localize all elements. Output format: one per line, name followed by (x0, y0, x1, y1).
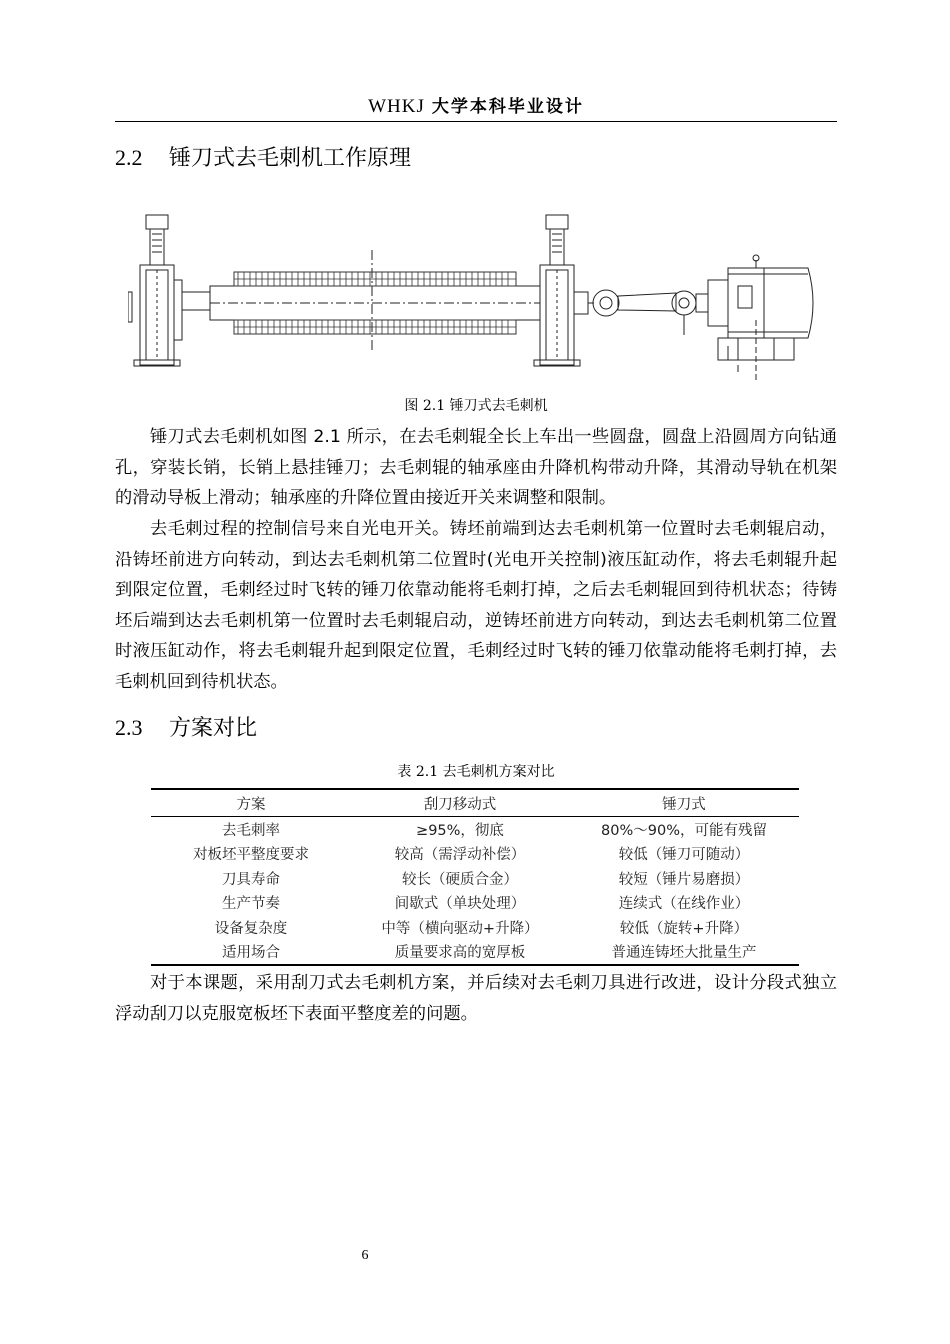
table-row (151, 817, 799, 842)
header-brand: WHKJ (368, 96, 425, 117)
table-header-cell: 方案 (151, 789, 351, 817)
table-cell: 较高（需浮动补偿） (394, 847, 526, 864)
table-cell: 去毛刺率 (222, 822, 280, 839)
section-title: 方案对比 (169, 716, 258, 741)
section-number: 2.3 (115, 715, 143, 740)
table-cell: 80%～90%，可能有残留 (601, 822, 767, 839)
page-header (115, 94, 837, 119)
table-cell: 对板坯平整度要求 (193, 847, 309, 864)
section-number: 2.2 (115, 145, 143, 170)
table-cell: 普通连铸坯大批量生产 (569, 940, 799, 966)
table-cell: 较短（锤片易磨损） (618, 871, 750, 888)
section-heading-2-3 (115, 714, 257, 743)
table-row (151, 891, 799, 916)
hammer-deburring-machine-drawing (128, 210, 828, 390)
table-cell: 较长（硬质合金） (402, 871, 518, 888)
paragraph-principle: 锤刀式去毛刺机如图 2.1 所示，在去毛刺辊全长上车出一些圆盘，圆盘上沿圆周方向钻通孔，穿装长销，长销上悬挂锤刀；去毛刺辊的轴承座由升降机构带动升降，其滑动导轨在机架的滑动导板上滑动；轴承座的升降位置由接近开关来调整和限制。 (115, 427, 837, 509)
motor (708, 255, 813, 380)
header-title: 大学本科毕业设计 (431, 97, 584, 117)
comparison-table-wrapper (151, 788, 799, 966)
cardan-shaft (588, 290, 708, 335)
left-bearing-stand (128, 215, 182, 366)
section-title: 锤刀式去毛刺机工作原理 (169, 146, 412, 171)
table-row (151, 940, 799, 966)
right-bearing-stand (534, 215, 588, 366)
table-header-cell: 锤刀式 (569, 789, 799, 817)
table-cell: 设备复杂度 (214, 920, 288, 937)
table-cell: 较低（旋转+升降） (619, 920, 749, 937)
page-number: 6 (361, 1248, 369, 1263)
section-heading-2-2 (115, 144, 411, 173)
paragraph-conclusion: 对于本课题，采用刮刀式去毛刺机方案，并后续对去毛刺刀具进行改进，设计分段式独立浮动刮刀以克服宽板坯下表面平整度差的问题。 (115, 973, 837, 1024)
figure-caption: 图 2.1 锤刀式去毛刺机 (404, 398, 548, 414)
table-cell: 连续式（在线作业） (618, 896, 750, 913)
table-cell: 较低（锤刀可随动） (618, 847, 750, 864)
table-row (151, 866, 799, 891)
table-cell: 间歇式（单块处理） (394, 896, 526, 913)
table-header-row (151, 789, 799, 817)
table-caption: 表 2.1 去毛刺机方案对比 (397, 764, 555, 780)
table-cell: 刀具寿命 (222, 871, 280, 888)
table-cell: 生产节奏 (222, 896, 280, 913)
table-cell: 质量要求高的宽厚板 (351, 940, 569, 966)
table-cell: ≥95%，彻底 (416, 822, 504, 839)
table-cell: 适用场合 (151, 940, 351, 966)
table-header-cell: 刮刀移动式 (351, 789, 569, 817)
comparison-table (151, 788, 799, 966)
paragraph-control: 去毛刺过程的控制信号来自光电开关。铸坯前端到达去毛刺机第一位置时去毛刺辊启动，沿铸坯前进方向转动，到达去毛刺机第二位置时(光电开关控制)液压缸动作，将去毛刺辊升起到限定位置，毛刺经过时飞转的锤刀依靠动能将毛刺打掉，之后去毛刺辊回到待机状态；待铸坯后端到达去毛刺机第一位置时去毛刺辊启动，逆铸坯前进方向转动，到达去毛刺机第二位置时液压缸动作，将去毛刺辊升起到限定位置，毛刺经过时飞转的锤刀依靠动能将毛刺打掉，去毛刺机回到待机状态。 (115, 519, 837, 692)
header-divider (115, 121, 837, 122)
table-row (151, 915, 799, 940)
table-cell: 中等（横向驱动+升降） (381, 920, 539, 937)
table-row (151, 842, 799, 867)
